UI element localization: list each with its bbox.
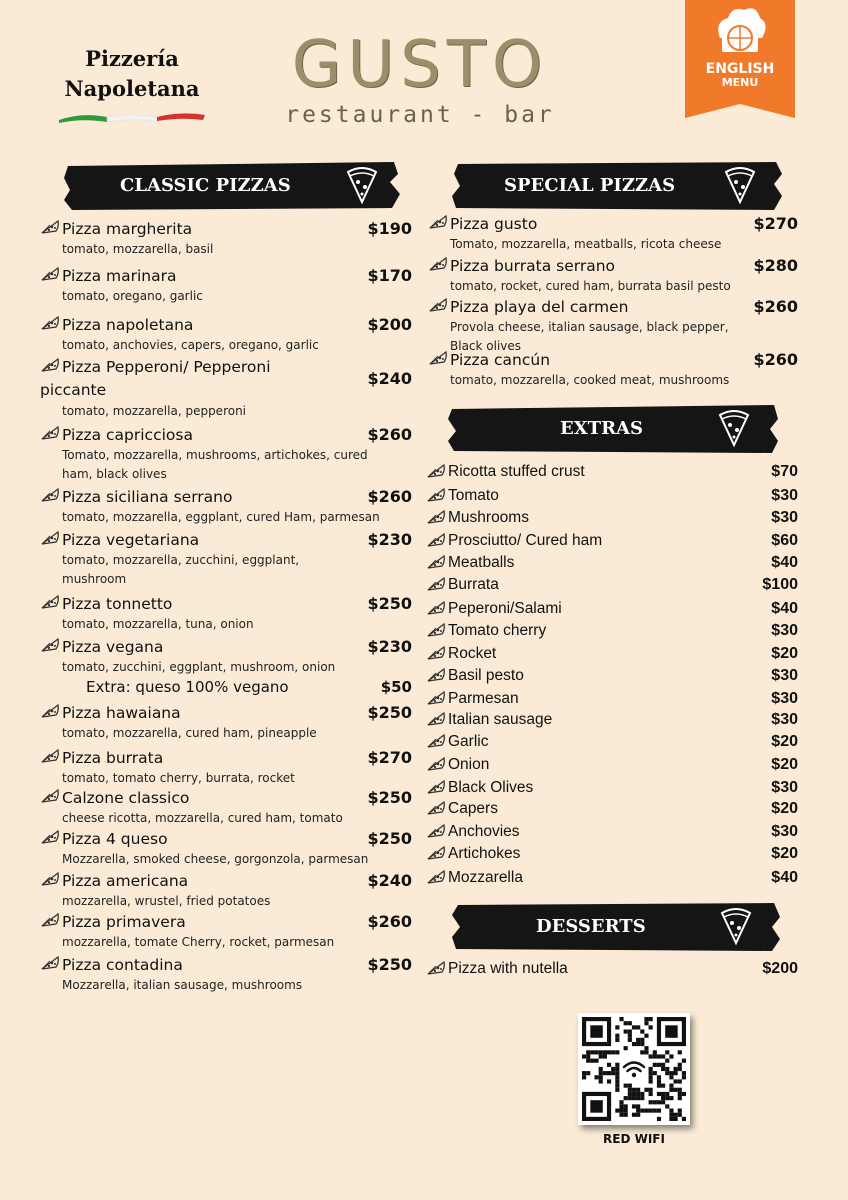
pizza-slice-icon (40, 266, 60, 282)
item-name: Pizza 4 queso (62, 830, 168, 848)
item-description: tomato, anchovies, capers, oregano, garlic (62, 338, 319, 352)
pizza-slice-icon (40, 788, 60, 804)
pizza-slice-icon (40, 357, 60, 373)
item-price: $250 (367, 955, 412, 974)
item-name: Pizza contadina (62, 956, 183, 974)
item-name: Pizza gusto (450, 215, 538, 233)
item-description: tomato, mozzarella, pepperoni (62, 404, 247, 418)
pizza-slice-icon (40, 487, 60, 503)
pizza-slice-icon (40, 219, 60, 235)
item-price: $100 (762, 576, 798, 593)
pizza-slice-icon (426, 463, 446, 479)
item-description: Black olives (450, 339, 522, 353)
menu-item (40, 593, 412, 634)
item-name: Artichokes (448, 845, 521, 862)
item-description: tomato, rocket, cured ham, burrata basil pesto (450, 279, 731, 293)
item-price: $250 (367, 788, 412, 807)
pizza-slice-icon (426, 554, 446, 570)
item-price: $30 (771, 509, 798, 526)
item-name: Pizza tonnetto (62, 595, 173, 613)
item-name: Parmesan (448, 690, 519, 707)
item-price: $200 (762, 960, 798, 977)
item-price: $30 (771, 622, 798, 639)
item-name: Tomato (448, 487, 499, 504)
item-price: $60 (771, 532, 798, 549)
brand-line-1: Pizzería (85, 46, 179, 71)
item-name: Garlic (448, 733, 489, 750)
badge-line-1: ENGLISH (705, 61, 775, 77)
special-pizzas-header (452, 160, 782, 212)
pizza-slice-icon (40, 530, 60, 546)
pizza-slice-icon (426, 733, 446, 749)
pizza-slice-icon (40, 829, 60, 845)
pizza-slice-icon (428, 297, 448, 313)
menu-item (40, 265, 412, 306)
pizza-slice-icon (426, 756, 446, 772)
menu-item (426, 643, 798, 665)
item-price: $20 (771, 845, 798, 862)
wifi-label: RED WIFI (603, 1132, 665, 1146)
item-description: ham, black olives (62, 467, 167, 481)
item-price: $230 (367, 530, 412, 549)
item-price: $250 (367, 594, 412, 613)
menu-item (40, 529, 412, 589)
item-name: Tomato cherry (448, 622, 547, 639)
item-description: tomato, tomato cherry, burrata, rocket (62, 771, 295, 785)
pizza-slice-icon (428, 350, 448, 366)
item-description: mozzarella, wrustel, fried potatoes (62, 894, 271, 908)
item-name: Pizza Pepperoni/ Pepperoni (62, 358, 271, 376)
item-price: $20 (771, 800, 798, 817)
menu-item (40, 702, 412, 743)
menu-item (426, 731, 798, 753)
item-name: Ricotta stuffed crust (448, 463, 585, 480)
item-price: $250 (367, 703, 412, 722)
italian-flag-stroke (57, 110, 207, 124)
item-price: $260 (753, 350, 798, 369)
english-menu-badge[interactable] (685, 0, 795, 118)
wifi-qr-code[interactable] (578, 1013, 690, 1125)
menu-item (426, 598, 798, 620)
pizza-slice-icon (718, 907, 754, 947)
item-description: tomato, oregano, garlic (62, 289, 203, 303)
pizza-slice-icon (426, 645, 446, 661)
item-price: $20 (771, 733, 798, 750)
menu-item (40, 314, 412, 355)
menu-item (428, 296, 798, 356)
pizza-slice-icon (40, 315, 60, 331)
pizza-slice-icon (40, 748, 60, 764)
item-name: Pizza americana (62, 872, 189, 890)
item-name: Pizza siciliana serrano (62, 488, 233, 506)
pizza-slice-icon (428, 256, 448, 272)
menu-item (40, 954, 412, 995)
item-price: $30 (771, 667, 798, 684)
item-price: $30 (771, 487, 798, 504)
pizza-slice-icon (426, 600, 446, 616)
pizza-slice-icon (426, 667, 446, 683)
brand-line-2: Napoletana (64, 76, 200, 101)
pizza-slice-icon (40, 871, 60, 887)
item-price: $280 (753, 256, 798, 275)
item-description: tomato, mozzarella, cooked meat, mushrooms (450, 373, 730, 387)
item-name: Pizza burrata serrano (450, 257, 616, 275)
classic-pizzas-header (64, 160, 400, 212)
menu-item (428, 255, 798, 296)
menu-item (426, 620, 798, 642)
item-price: $250 (367, 829, 412, 848)
item-price: $240 (367, 871, 412, 890)
pizza-slice-icon (426, 845, 446, 861)
menu-item (40, 218, 412, 259)
vegan-extra-row (86, 677, 412, 697)
item-price: $170 (367, 266, 412, 285)
item-name: Onion (448, 756, 490, 773)
pizza-slice-icon (426, 690, 446, 706)
item-price: $230 (367, 637, 412, 656)
pizza-slice-icon (426, 711, 446, 727)
item-description: Tomato, mozzarella, mushrooms, artichokes, cured (62, 448, 368, 462)
item-name: Capers (448, 800, 498, 817)
vegan-extra-label: Extra: queso 100% vegano (86, 678, 289, 696)
item-name: Italian sausage (448, 711, 553, 728)
item-price: $260 (753, 297, 798, 316)
menu-item (426, 777, 798, 799)
item-price: $70 (771, 463, 798, 480)
item-price: $30 (771, 711, 798, 728)
desserts-title: DESSERTS (536, 916, 646, 937)
logo-title: GUSTO (291, 28, 549, 102)
item-name: Black Olives (448, 779, 534, 796)
pizza-slice-icon (426, 487, 446, 503)
item-name: Pizza playa del carmen (450, 298, 629, 316)
desserts-header (452, 901, 780, 953)
pizza-slice-icon (426, 869, 446, 885)
badge-line-2: MENU (721, 76, 759, 89)
menu-item (40, 486, 412, 527)
item-name: Burrata (448, 576, 499, 593)
gusto-logo (260, 30, 580, 128)
item-price: $30 (771, 690, 798, 707)
item-price: $40 (771, 554, 798, 571)
pizza-slice-icon (716, 409, 752, 449)
item-price: $20 (771, 645, 798, 662)
item-price: $20 (771, 756, 798, 773)
menu-item (40, 424, 412, 484)
item-description: tomato, mozzarella, zucchini, eggplant, (62, 553, 300, 567)
item-name: Peperoni/Salami (448, 600, 562, 617)
item-name: Mushrooms (448, 509, 529, 526)
menu-item (426, 665, 798, 687)
item-price: $30 (771, 779, 798, 796)
menu-item (426, 843, 798, 865)
item-name: Mozzarella (448, 869, 523, 886)
item-description: tomato, zucchini, eggplant, mushroom, onion (62, 660, 336, 674)
menu-item (426, 530, 798, 552)
menu-item (426, 461, 798, 483)
menu-item (426, 958, 798, 980)
item-price: $40 (771, 600, 798, 617)
item-description: Mozzarella, italian sausage, mushrooms (62, 978, 303, 992)
item-name: Prosciutto/ Cured ham (448, 532, 603, 549)
badge-shape (685, 0, 795, 118)
item-name: Pizza capricciosa (62, 426, 193, 444)
menu-item (426, 867, 798, 889)
menu-item (428, 349, 798, 390)
classic-pizzas-title: CLASSIC PIZZAS (120, 175, 291, 196)
pizza-slice-icon (40, 703, 60, 719)
item-name: Pizza vegana (62, 638, 164, 656)
item-name: Pizza napoletana (62, 316, 194, 334)
item-name: Pizza vegetariana (62, 531, 200, 549)
menu-item (426, 754, 798, 776)
item-name: Meatballs (448, 554, 515, 571)
item-description: Mozzarella, smoked cheese, gorgonzola, parmesan (62, 852, 369, 866)
item-price: $260 (367, 487, 412, 506)
item-price: $30 (771, 823, 798, 840)
item-name: Pizza margherita (62, 220, 193, 238)
menu-item (40, 787, 412, 828)
item-price: $270 (367, 748, 412, 767)
menu-item (426, 574, 798, 596)
item-price: $260 (367, 912, 412, 931)
item-description: tomato, mozzarella, basil (62, 242, 214, 256)
pizza-slice-icon (426, 622, 446, 638)
pizza-slice-icon (40, 912, 60, 928)
pizza-slice-icon (40, 637, 60, 653)
item-name: Pizza marinara (62, 267, 177, 285)
item-name: Calzone classico (62, 789, 190, 807)
pizza-slice-icon (428, 214, 448, 230)
menu-item (40, 636, 412, 677)
pizza-slice-icon (722, 166, 758, 206)
pizza-slice-icon (344, 166, 380, 206)
extras-header (448, 403, 778, 455)
item-name: Pizza burrata (62, 749, 164, 767)
menu-item (426, 485, 798, 507)
item-description: Provola cheese, italian sausage, black pepper, (450, 320, 729, 334)
pizza-slice-icon (426, 509, 446, 525)
extras-title: EXTRAS (560, 418, 644, 439)
item-price: $270 (753, 214, 798, 233)
vegan-extra-price: $50 (380, 678, 412, 696)
item-description: tomato, mozzarella, cured ham, pineapple (62, 726, 317, 740)
menu-item (426, 798, 798, 820)
menu-item (40, 356, 412, 421)
item-price: $40 (771, 869, 798, 886)
item-name-continued: piccante (40, 381, 107, 399)
pizza-slice-icon (426, 779, 446, 795)
item-price: $200 (367, 315, 412, 334)
item-name: Pizza primavera (62, 913, 186, 931)
menu-item (426, 552, 798, 574)
menu-item (428, 213, 798, 254)
item-description: cheese ricotta, mozzarella, cured ham, tomato (62, 811, 343, 825)
item-name: Rocket (448, 645, 497, 662)
menu-item (40, 870, 412, 911)
pizzeria-napoletana-brand (48, 44, 216, 124)
qr-pattern (578, 1013, 690, 1125)
pizza-slice-icon (40, 955, 60, 971)
item-name: Basil pesto (448, 667, 524, 684)
menu-item (426, 507, 798, 529)
item-description: tomato, mozzarella, tuna, onion (62, 617, 254, 631)
item-price: $260 (367, 425, 412, 444)
menu-item (426, 688, 798, 710)
item-name: Anchovies (448, 823, 520, 840)
item-name: Pizza with nutella (448, 960, 568, 977)
item-name: Pizza cancún (450, 351, 551, 369)
menu-item (40, 911, 412, 952)
menu-item (426, 709, 798, 731)
item-description: mushroom (62, 572, 127, 586)
item-name: Pizza hawaiana (62, 704, 181, 722)
item-description: Tomato, mozzarella, meatballs, ricota cheese (450, 237, 722, 251)
menu-item (426, 821, 798, 843)
item-price: $190 (367, 219, 412, 238)
pizza-slice-icon (426, 800, 446, 816)
pizza-slice-icon (426, 960, 446, 976)
menu-item (40, 747, 412, 788)
pizza-slice-icon (40, 425, 60, 441)
item-description: mozzarella, tomate Cherry, rocket, parmesan (62, 935, 335, 949)
pizza-slice-icon (426, 823, 446, 839)
item-description: tomato, mozzarella, eggplant, cured Ham, parmesan (62, 510, 380, 524)
pizza-slice-icon (426, 576, 446, 592)
pizza-slice-icon (426, 532, 446, 548)
item-price: $240 (367, 369, 412, 388)
menu-item (40, 828, 412, 869)
logo-subtitle: restaurant - bar (285, 102, 555, 128)
pizza-slice-icon (40, 594, 60, 610)
special-pizzas-title: SPECIAL PIZZAS (504, 175, 676, 196)
